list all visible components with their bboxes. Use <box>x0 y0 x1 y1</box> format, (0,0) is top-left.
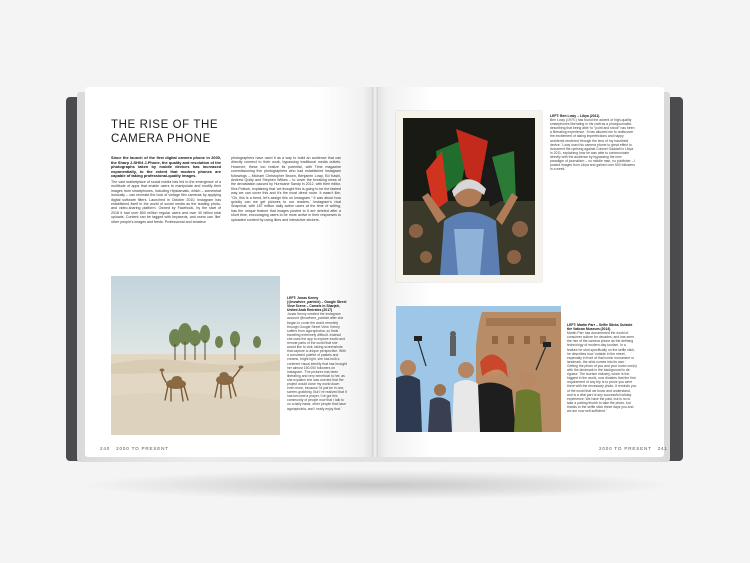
camels-caption-body: Jonas Kenny created the Instagram account @nowhere_particle after she began to comb the world remotely through Google Street View. Kenny suffers from agoraphobia, so finds travelling extremely difficult. Instead she uses the app to explore exotic and remote parts of the world that she would like to visit, taking screenshots that capture a unique perspective. With a consistent palette of pastels and creams, bright light, she has built a coherent visual identity that has brought her almost 150,000 followers on Instagram. 'The pictures has been liberating and very beneficial to her, as she explains she was worried that the project would close my world down even more, because I'd just be in one, screen-grabbing. But I've realized that it has become a prayer, I've got this community of people now that I talk to on a daily basis, other people that have agoraphobia, and I really enjoy that.' <box>287 312 347 411</box>
body-text-1: The vast marketplace of social media has led to the emergence of a multitude of apps that enable users to manipulate and modify their images from smartphones, including Hipstamatic, which – somewhat ironically – can recreate the look of vintage film cameras by applying digital software filters. Launched in October 2010, Instagram has established itself in the world of social media as the leading photo- and video-sharing platform. Owned by Facebook, by the start of 2018 it had over 800 million regular users and over 40 billion total uploads. Content can be tagged with keywords, and users can 'like' other people's images and feeds. Professional and amateur <box>111 179 221 224</box>
body-column-2 <box>231 156 341 222</box>
chapter-title-line1: THE RISE OF THE <box>111 119 219 131</box>
folio-right <box>599 446 672 451</box>
selfie-caption <box>567 323 637 413</box>
libya-caption-heading: LEFT: Ben Lowy – Libya (2011) <box>550 114 600 118</box>
book-gutter <box>372 87 378 457</box>
camels-caption-heading: LEFT: Jonas Kenny (@nowhere_particle) – Google Street View Scene – Camels in Sharjah, United Arab Emirates (2017) <box>287 296 347 313</box>
running-footer-right: 2000 TO PRESENT <box>599 446 652 451</box>
page-number-left: 240 <box>100 446 111 451</box>
body-column-1 <box>111 156 221 224</box>
chapter-title-line2: CAMERA PHONE <box>111 133 211 145</box>
camels-photo <box>111 276 280 435</box>
body-text-2: photographers have used it as a way to build an audience that can directly connect to their work, bypassing traditional media outlets. However, these too realize its potential, with Time magazine commissioning five photographers who had established Instagram followings – Michael Christopher Brown, Benjamin Lowy, Ed Kashi, Andrew Quilty and Stephen Wilkes – to cover the breaking news of the devastation caused by Hurricane Sandy in 2012, with their editor, Kira Pollock, explaining that 'we thought this is going to be the fastest way we can cover this and it's the most direct route. It wasn't like, "Oh, this is a trend, let's assign this on Instagram." It was about how quickly can we get pictures to our readers.' Instagram's rival Snapchat, with 187 million daily active users at the time of writing, has the unique feature that images posted to it are deleted after a short time, encouraging users to be more active in their responses to uploaded content by using likes and interactive stickers. <box>231 156 341 222</box>
libya-photo <box>396 111 542 282</box>
page-number-right: 241 <box>657 446 668 451</box>
camels-caption <box>287 296 347 411</box>
folio-left <box>96 446 169 451</box>
selfie-caption-body: Martin Parr has documented the world of consumer culture for decades, and has seen the rise of the camera phone as the defining technology of modern-day tourism. In a feature he shot specifically on the selfie stick, he describes how 'outside in the street, especially in front of that iconic monument or landmark, the stick comes into its own.' Getting the photo of you and your loved one(s) with the landmark in the background is de rigueur. The tourism industry, which is the biggest in the world, now dictates that the first requirement of any trip is to prove you were there with the necessary photo. It reminds you of the world that we know and understand, and is a vital part of any successful holiday experience. We have the past, but is no to take a parting thumb to take the photo, but thanks to the selfie stick these days you and we are now self-sufficient.' <box>567 331 637 413</box>
libya-caption <box>550 114 636 171</box>
lead-paragraph: Since the launch of the first digital camera phone in 2000, the Sharp J-SH04 J-Phone, the quality and resolution of the photographs taken by mobile devices has increased exponentially, to the extent that modern phones are capable of taking professional-quality images. <box>111 155 221 179</box>
libya-photo-frame <box>396 111 542 282</box>
book-shadow <box>78 470 678 500</box>
selfie-photo <box>396 306 561 432</box>
selfie-caption-heading: LEFT: Martin Parr – Selfie Sticks Outside the Vatican Museum (2014) <box>567 323 633 332</box>
running-footer-left: 2000 TO PRESENT <box>116 446 169 451</box>
libya-caption-body: Ben Lowy (1979-) has found the advent of high-quality smartphones liberating in his craft as a photojournalist, describing that being able 'to "point and shoot" has been a liberating experience.' It has allowed me to rediscover the excitement of taking imperfections and happy accidents rendered through the lens of my handheld device.' Lowy used his camera phone to great effect to document the uprising against Colonel Gaddafi in Libya in 2011, explaining how he was able to communicate directly with the audience by bypassing the new paradigm of journalism – no middle man, no publisher – I posted images from Libya and gained over 500 followers in a week.' <box>550 118 636 172</box>
chapter-title <box>111 118 261 146</box>
